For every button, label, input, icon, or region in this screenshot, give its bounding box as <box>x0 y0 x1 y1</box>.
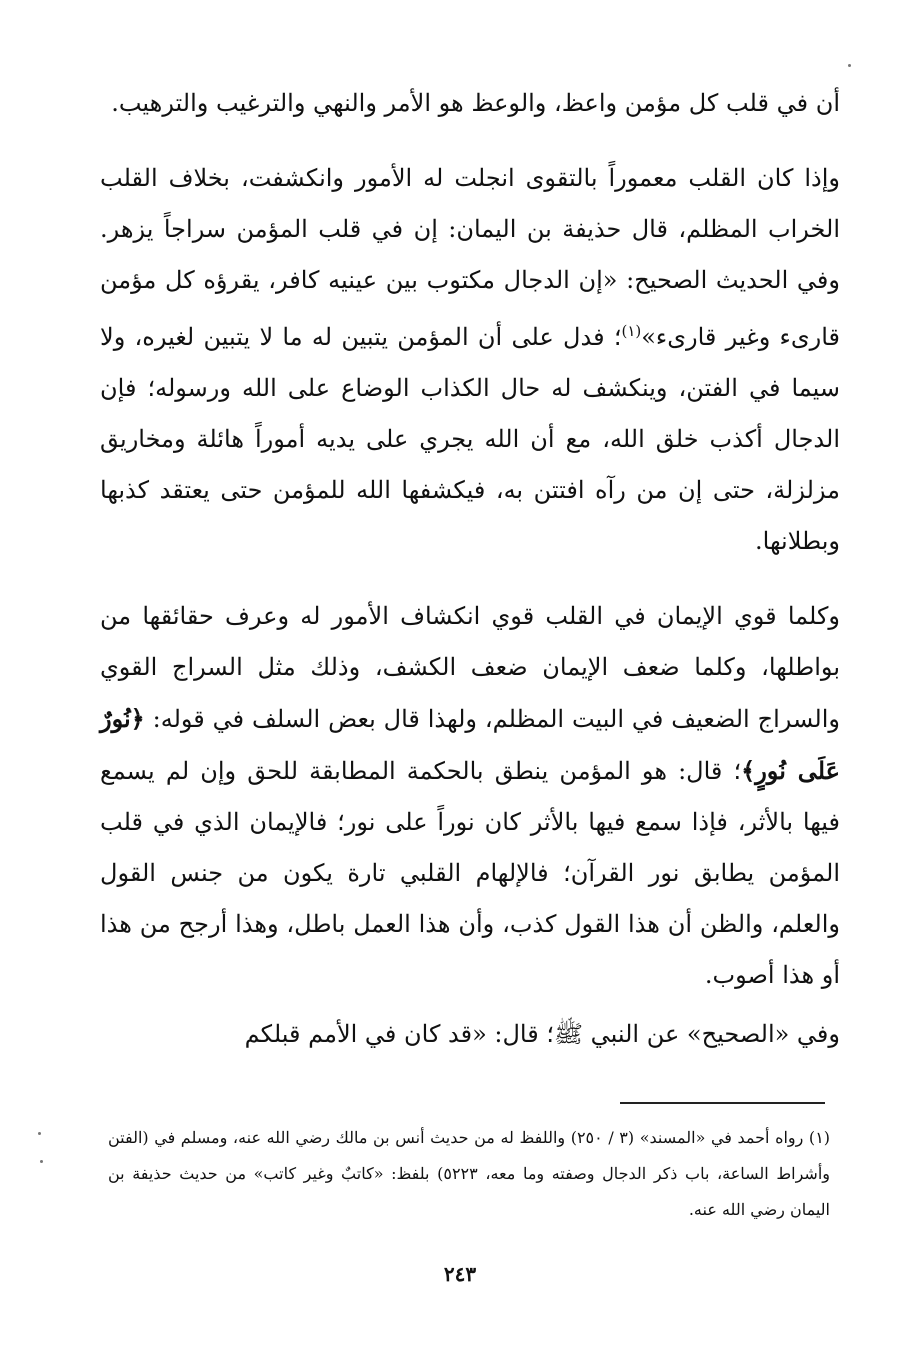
paragraph-2 <box>100 153 840 567</box>
paragraph-1 <box>100 78 840 129</box>
footnote-divider <box>620 1102 825 1104</box>
quran-verse: ﴿نُورٌ عَلَى نُورٍ﴾ <box>100 704 840 785</box>
footnotes-section <box>108 1120 830 1228</box>
paragraph-2-text-start: وإذا كان القلب معموراً بالتقوى انجلت له الأمور وانكشفت، بخلاف القلب الخراب المظلم، قال حذيفة بن اليمان: إن في قلب المؤمن سراجاً يزهر. وفي الحديث الصحيح: «إن الدجال مكتوب بين عينيه كافر، يقرؤه كل مؤمن قارىء وغير قارىء» <box>100 164 840 351</box>
page-number: ٢٤٣ <box>443 1262 477 1286</box>
footnote-1: (١) رواه أحمد في «المسند» (٣ / ٢٥٠) واللفظ له من حديث أنس بن مالك رضي الله عنه، ومسلم في (الفتن وأشراط الساعة، باب ذكر الدجال وصفته وما معه، ٥٢٢٣) بلفظ: «كاتبٌ وغير كاتب» من حديث حذيفة بن اليمان رضي الله عنه. <box>108 1128 831 1219</box>
footnote-marker[interactable]: (١) <box>621 322 642 340</box>
paragraph-spacer <box>100 129 840 153</box>
paragraph-spacer <box>100 567 840 591</box>
paragraph-3-text-start: وكلما قوي الإيمان في القلب قوي انكشاف الأمور له وعرف حقائقها من بواطلها، وكلما ضعف الإيمان ضعف الكشف، وذلك مثل السراج القوي والسراج الضعيف في البيت المظلم، ولهذا قال بعض السلف في قوله: <box>100 602 840 733</box>
paragraph-4-text: وفي «الصحيح» عن النبي ﷺ؛ قال: «قد كان في الأمم قبلكم <box>244 1020 840 1048</box>
paragraph-3-text-end: ؛ قال: هو المؤمن ينطق بالحكمة المطابقة للحق وإن لم يسمع فيها بالأثر، فإذا سمع فيها بالأثر كان نوراً على نور؛ فالإيمان الذي في قلب المؤمن يطابق نور القرآن؛ فالإلهام القلبي تارة يكون من جنس القول والعلم، والظن أن هذا القول كذب، وأن هذا العمل باطل، وهذا أرجح من هذا أو هذا أصوب. <box>100 757 840 989</box>
paragraph-3 <box>100 591 840 1001</box>
paragraph-4 <box>100 1009 840 1060</box>
paragraph-2-text-end: ؛ فدل على أن المؤمن يتبين له ما لا يتبين لغيره، ولا سيما في الفتن، وينكشف له حال الكذاب الوضاع على الله ورسوله؛ فإن الدجال أكذب خلق الله، مع أن الله يجري على يديه أموراً هائلة ومخاريق مزلزلة، حتى إن من رآه افتتن به، فيكشفها الله للمؤمن حتى يعتقد كذبها وبطلانها. <box>100 323 840 555</box>
paragraph-1-text: أن في قلب كل مؤمن واعظ، والوعظ هو الأمر والنهي والترغيب والترهيب. <box>111 89 840 117</box>
scan-speck <box>38 1132 41 1135</box>
paragraph-spacer <box>100 1001 840 1009</box>
main-text <box>100 78 840 1060</box>
scan-speck <box>40 1160 43 1163</box>
scan-speck <box>848 64 851 67</box>
